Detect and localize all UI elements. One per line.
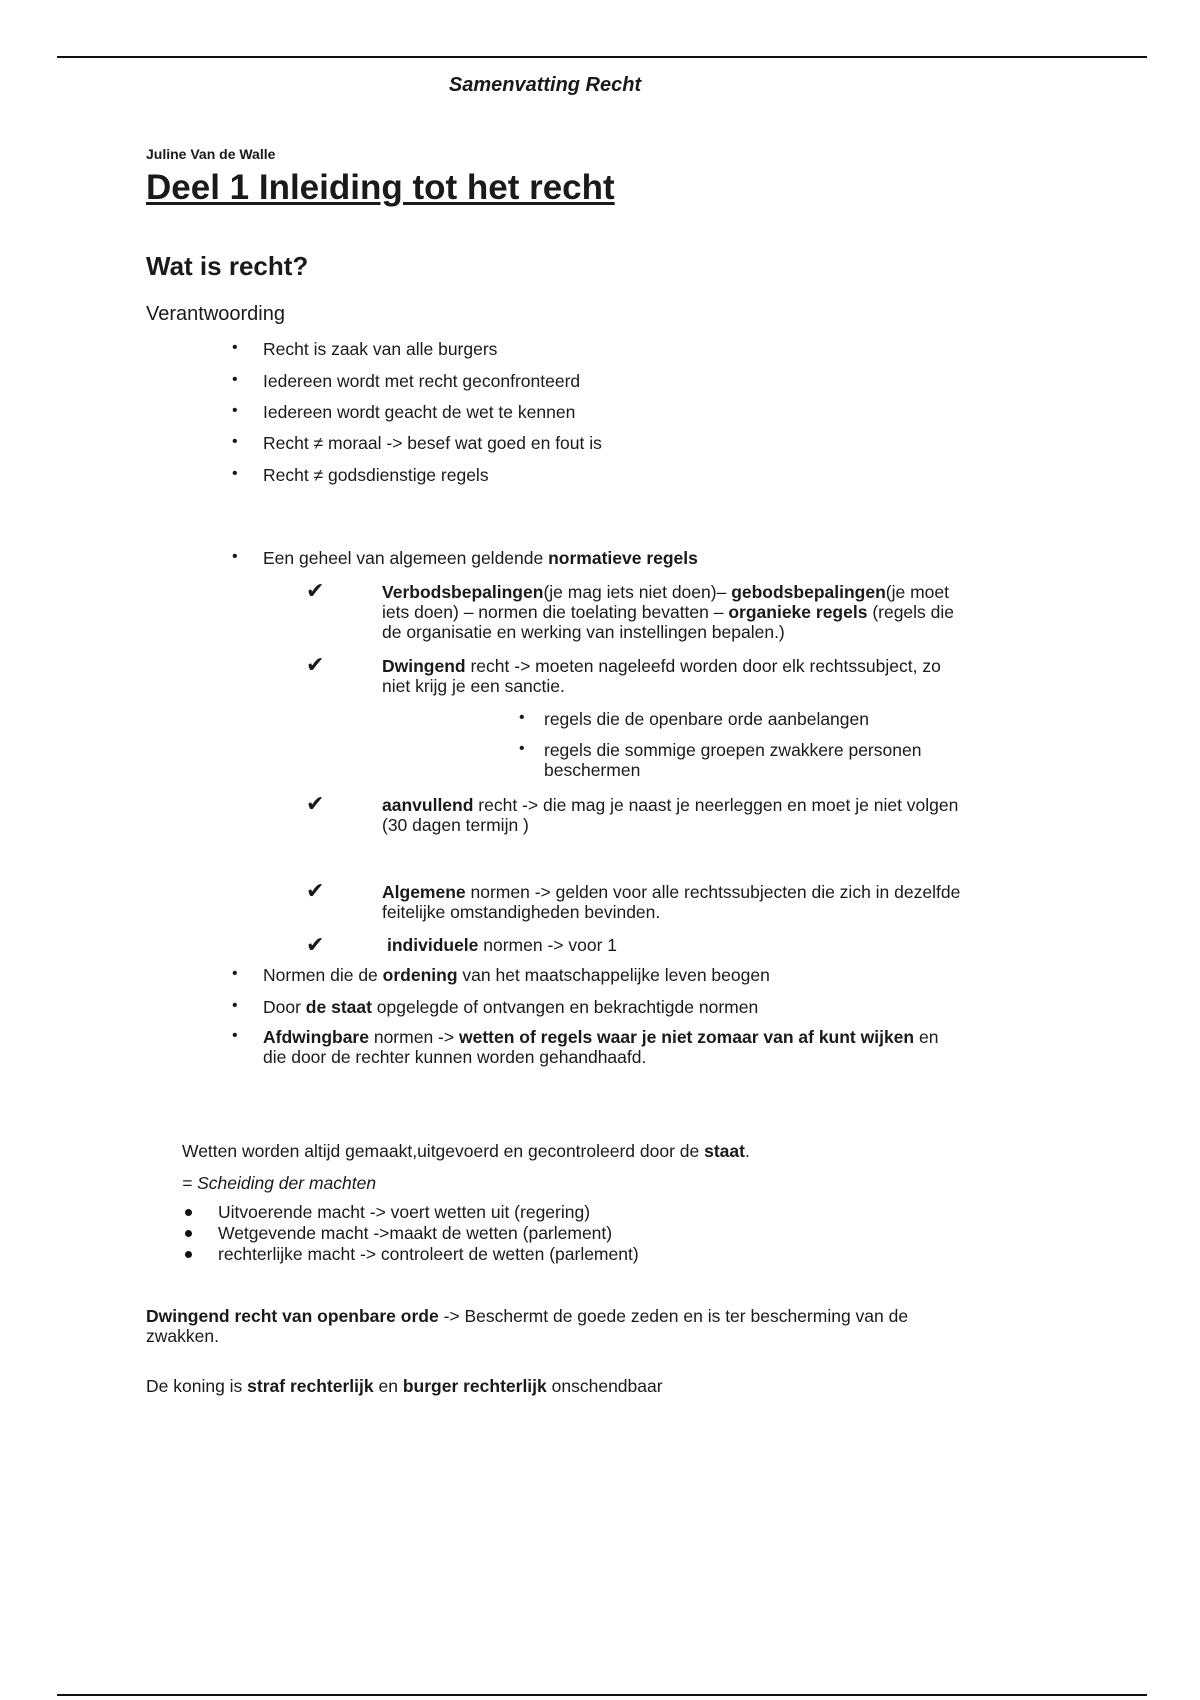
checkmark-icon: ✔ bbox=[306, 652, 325, 677]
bullet-icon: • bbox=[519, 709, 525, 726]
list-item: Wetgevende macht ->maakt de wetten (parlement) bbox=[218, 1223, 613, 1243]
checkmark-icon: ✔ bbox=[306, 578, 325, 603]
check-item-algemene: Algemene normen -> gelden voor alle rechtssubjecten die zich in dezelfde feitelijke omstandigheden bevinden. bbox=[382, 882, 961, 922]
checkmark-icon: ✔ bbox=[306, 932, 325, 957]
bullet-icon: • bbox=[232, 548, 238, 565]
list-item: rechterlijke macht -> controleert de wetten (parlement) bbox=[218, 1244, 639, 1264]
list-item: Iedereen wordt geacht de wet te kennen bbox=[263, 402, 576, 422]
sub-list-item: regels die sommige groepen zwakkere personen beschermen bbox=[544, 740, 922, 780]
sub-list-item: regels die de openbare orde aanbelangen bbox=[544, 709, 869, 729]
check-item-individuele: individuele normen -> voor 1 bbox=[387, 935, 618, 955]
checkmark-icon: ✔ bbox=[306, 791, 325, 816]
check-item-bepalingen: Verbodsbepalingen(je mag iets niet doen)– gebodsbepalingen(je moet iets doen) – normen die toelating bevatten – organieke regels (regels die de organisatie en werking van instellingen bepalen.) bbox=[382, 582, 955, 642]
bottom-rule bbox=[57, 1694, 1147, 1696]
bullet-icon: • bbox=[232, 371, 238, 388]
bullet-icon: • bbox=[232, 997, 238, 1014]
list-item: Iedereen wordt met recht geconfronteerd bbox=[263, 371, 581, 391]
scheiding-label: = Scheiding der machten bbox=[182, 1173, 377, 1193]
list-item: Recht is zaak van alle burgers bbox=[263, 339, 498, 359]
top-rule bbox=[57, 56, 1147, 58]
document-title: Deel 1 Inleiding tot het recht bbox=[146, 168, 615, 207]
list-item-afdwingbare: Afdwingbare normen -> wetten of regels waar je niet zomaar van af kunt wijken en die door de rechter kunnen worden gehandhaafd. bbox=[263, 1027, 939, 1067]
bullet-icon: • bbox=[232, 433, 238, 450]
bullet-icon: • bbox=[232, 402, 238, 419]
bullet-icon: • bbox=[232, 339, 238, 356]
bullet-icon: • bbox=[232, 1027, 238, 1044]
koning-paragraph: De koning is straf rechterlijk en burger rechterlijk onschendbaar bbox=[146, 1376, 663, 1396]
bullet-icon: • bbox=[519, 740, 525, 757]
list-item: Uitvoerende macht -> voert wetten uit (regering) bbox=[218, 1202, 591, 1222]
subheading: Verantwoording bbox=[146, 303, 285, 325]
bullet-dot-icon bbox=[185, 1251, 192, 1258]
list-item-staat: Door de staat opgelegde of ontvangen en bekrachtigde normen bbox=[263, 997, 759, 1017]
checkmark-icon: ✔ bbox=[306, 878, 325, 903]
header-title: Samenvatting Recht bbox=[448, 74, 642, 96]
bullet-icon: • bbox=[232, 965, 238, 982]
author-name: Juline Van de Walle bbox=[146, 146, 276, 162]
check-item-dwingend: Dwingend recht -> moeten nageleefd worden door elk rechtssubject, zo niet krijg je een sanctie. bbox=[382, 656, 941, 696]
list-item: Recht ≠ godsdienstige regels bbox=[263, 465, 489, 485]
list-item: Recht ≠ moraal -> besef wat goed en fout is bbox=[263, 433, 602, 453]
check-item-aanvullend: aanvullend recht -> die mag je naast je neerleggen en moet je niet volgen (30 dagen termijn ) bbox=[382, 795, 959, 835]
section-heading: Wat is recht? bbox=[146, 251, 309, 281]
list-item-ordening: Normen die de ordening van het maatschappelijke leven beogen bbox=[263, 965, 770, 985]
bullet-dot-icon bbox=[185, 1230, 192, 1237]
bullet-dot-icon bbox=[185, 1209, 192, 1216]
bullet-icon: • bbox=[232, 465, 238, 482]
definition-item: Een geheel van algemeen geldende normatieve regels bbox=[263, 548, 698, 568]
dwingend-paragraph: Dwingend recht van openbare orde -> Beschermt de goede zeden en is ter bescherming van de zwakken. bbox=[146, 1306, 909, 1346]
wetten-paragraph: Wetten worden altijd gemaakt,uitgevoerd en gecontroleerd door de staat. bbox=[182, 1141, 750, 1161]
